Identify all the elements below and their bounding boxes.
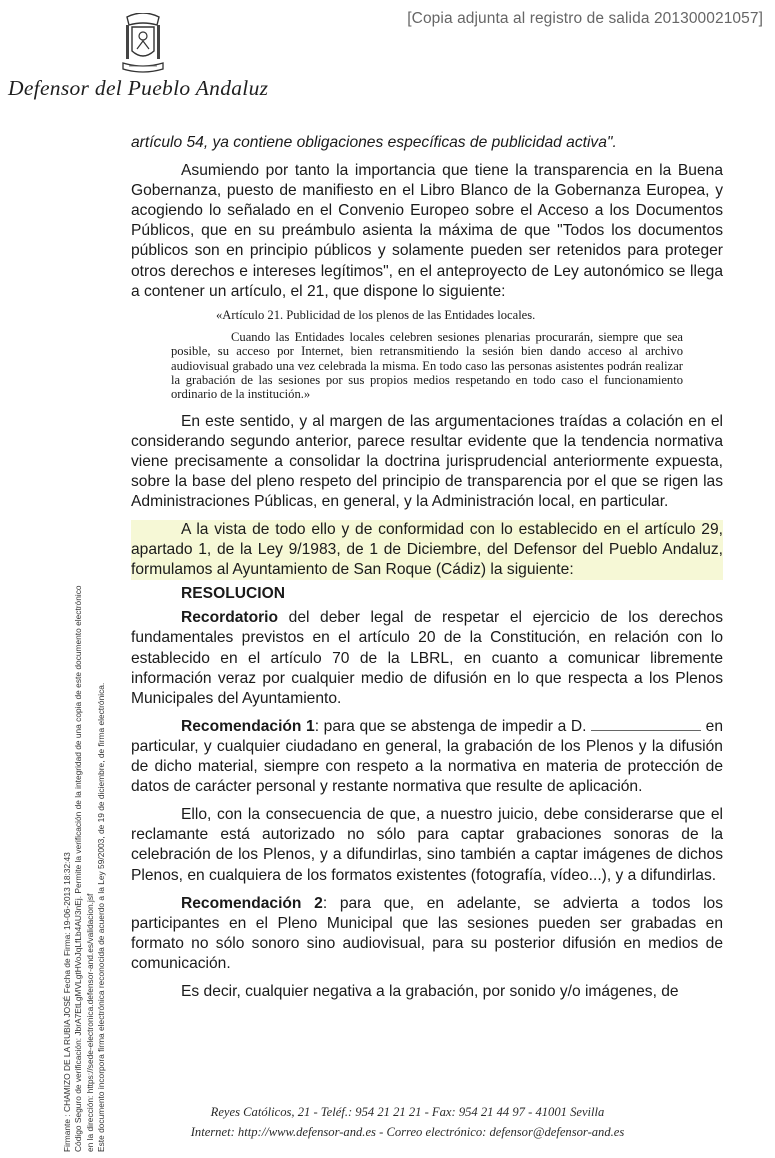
recommendation-1-label: Recomendación 1 — [181, 717, 315, 735]
recommendation-1-text-a: : para que se abstenga de impedir a D. — [314, 717, 587, 735]
verification-url-line: en la dirección: https://sede-electronica.defensor-and.es/validacion.jsf — [84, 893, 95, 1152]
document-body — [131, 133, 723, 1002]
paragraph-legal-basis: A la vista de todo ello y de conformidad con lo establecido en el artículo 29, apartado 1, de la Ley 9/1983, de 1 de Diciembre, del Defensor del Pueblo Andaluz, formulamos al Ayuntamiento de San Roque (Cádiz) la siguiente: — [131, 520, 723, 580]
paragraph-normative-trend: En este sentido, y al margen de las argumentaciones traídas a colación en el considerando segundo anterior, parece resultar evidente que la tendencia normativa viene precisamente a consolidar la doctrina jurisprudencial anteriormente expuesta, sobre la base del pleno respeto del principio de transparencia por el que se rigen las Administraciones Públicas, en general, y la Administración local, en particular. — [131, 412, 723, 510]
paragraph-recommendation-2 — [131, 894, 723, 974]
electronic-signature-notice — [62, 482, 107, 1152]
institution-name: Defensor del Pueblo Andaluz — [8, 76, 269, 100]
quote-title: «Artículo 21. Publicidad de los plenos de las Entidades locales. — [216, 307, 536, 322]
paragraph-closing: Es decir, cualquier negativa a la grabación, por sonido y/o imágenes, de — [181, 982, 679, 1000]
footer-address: Reyes Católicos, 21 - Teléf.: 954 21 21 21 - Fax: 954 21 44 97 - 41001 Sevilla — [210, 1105, 605, 1119]
andalucia-coat-of-arms-icon — [121, 13, 165, 75]
footer-contact: Internet: http://www.defensor-and.es - Correo electrónico: defensor@defensor-and.es — [190, 1125, 625, 1139]
recommendation-1-text-b: en particular, y cualquier ciudadano en general, la grabación de los Plenos y la difusión de dicho material, siempre con respeto a la normativa en materia de protección de datos de carácter personal y restante normativa que resulte de aplicación. — [131, 717, 723, 796]
signer-line: Firmante : CHAMIZO DE LA RUBIA JOSÉ Fecha de Firma: 19-06-2013 18:32:43 — [62, 852, 72, 1152]
recommendation-2-label: Recomendación 2 — [181, 894, 323, 912]
paragraph-consequence: Ello, con la consecuencia de que, a nuestro juicio, debe considerarse que el reclamante está autorizado no sólo para captar grabaciones sonoras de la celebración de los Plenos, y a difundirlas, sino también a captar imágenes de dichos Plenos, en cualquiera de los formatos existentes (fotografía, vídeo...), y a difundirlas. — [131, 806, 723, 884]
legal-notice-line: Este documento incorpora firma electrónica reconocida de acuerdo a la Ley 59/2003, de 19 de diciembre, de firma electrónica. — [95, 682, 106, 1152]
paragraph-reminder — [131, 608, 723, 708]
redacted-name — [591, 718, 701, 731]
intro-paragraph: artículo 54, ya contiene obligaciones específicas de publicidad activa". — [131, 134, 617, 151]
verification-code-line: Código Seguro de verificación: JbrA7EtLgMVLgtHVoJqLfLb4AU3nEj. Permite la verificación de la integridad de una copia de este documento electrónico — [73, 585, 84, 1152]
reminder-text: del deber legal de respetar el ejercicio de los derechos fundamentales previstos en el artículo 20 de la Constitución, en relación con lo establecido en el artículo 70 de la LBRL, en cuanto a comunicar libremente información veraz por cualquier medio de difusión en lo que respecta a los Plenos Municipales del Ayuntamiento. — [131, 609, 723, 707]
paragraph-recommendation-1 — [131, 717, 723, 797]
quote-body: Cuando las Entidades locales celebren sesiones plenarias procurarán, siempre que sea posible, su acceso por Internet, bien retransmitiendo la sesión bien dando acceso al archivo audiovisual grabado una vez celebrada la misma. En todo caso las personas asistentes podrán realizar la grabación de las sesiones por sus propios medios respetando en todo caso el funcionamiento ordinario de la institución.» — [171, 330, 683, 402]
recommendation-2-text: : para que, en adelante, se advierta a todos los participantes en el Pleno Municipal que las sesiones pueden ser grabadas en formato no sólo sonoro sino audiovisual, para su posterior difusión en medios de comunicación. — [131, 894, 724, 972]
registry-stamp: [Copia adjunta al registro de salida 201300021057] — [407, 10, 763, 27]
reminder-label: Recordatorio — [181, 609, 279, 627]
quoted-article — [171, 308, 683, 402]
resolution-heading: RESOLUCION — [181, 585, 285, 603]
paragraph-transparency: Asumiendo por tanto la importancia que tiene la transparencia en la Buena Gobernanza, puesto de manifiesto en el Libro Blanco de la Gobernanza Europea, y acogiendo lo señalado en el Convenio Europeo sobre el Acceso a los Documentos Públicos, que en su preámbulo asienta la máxima de que "Todos los documentos públicos son en principio públicos y solamente pueden ser retenidos para proteger otros derechos e intereses legítimos", en el anteproyecto de Ley autonómico se llega a contener un artículo, el 21, que dispone lo siguiente: — [131, 162, 723, 300]
